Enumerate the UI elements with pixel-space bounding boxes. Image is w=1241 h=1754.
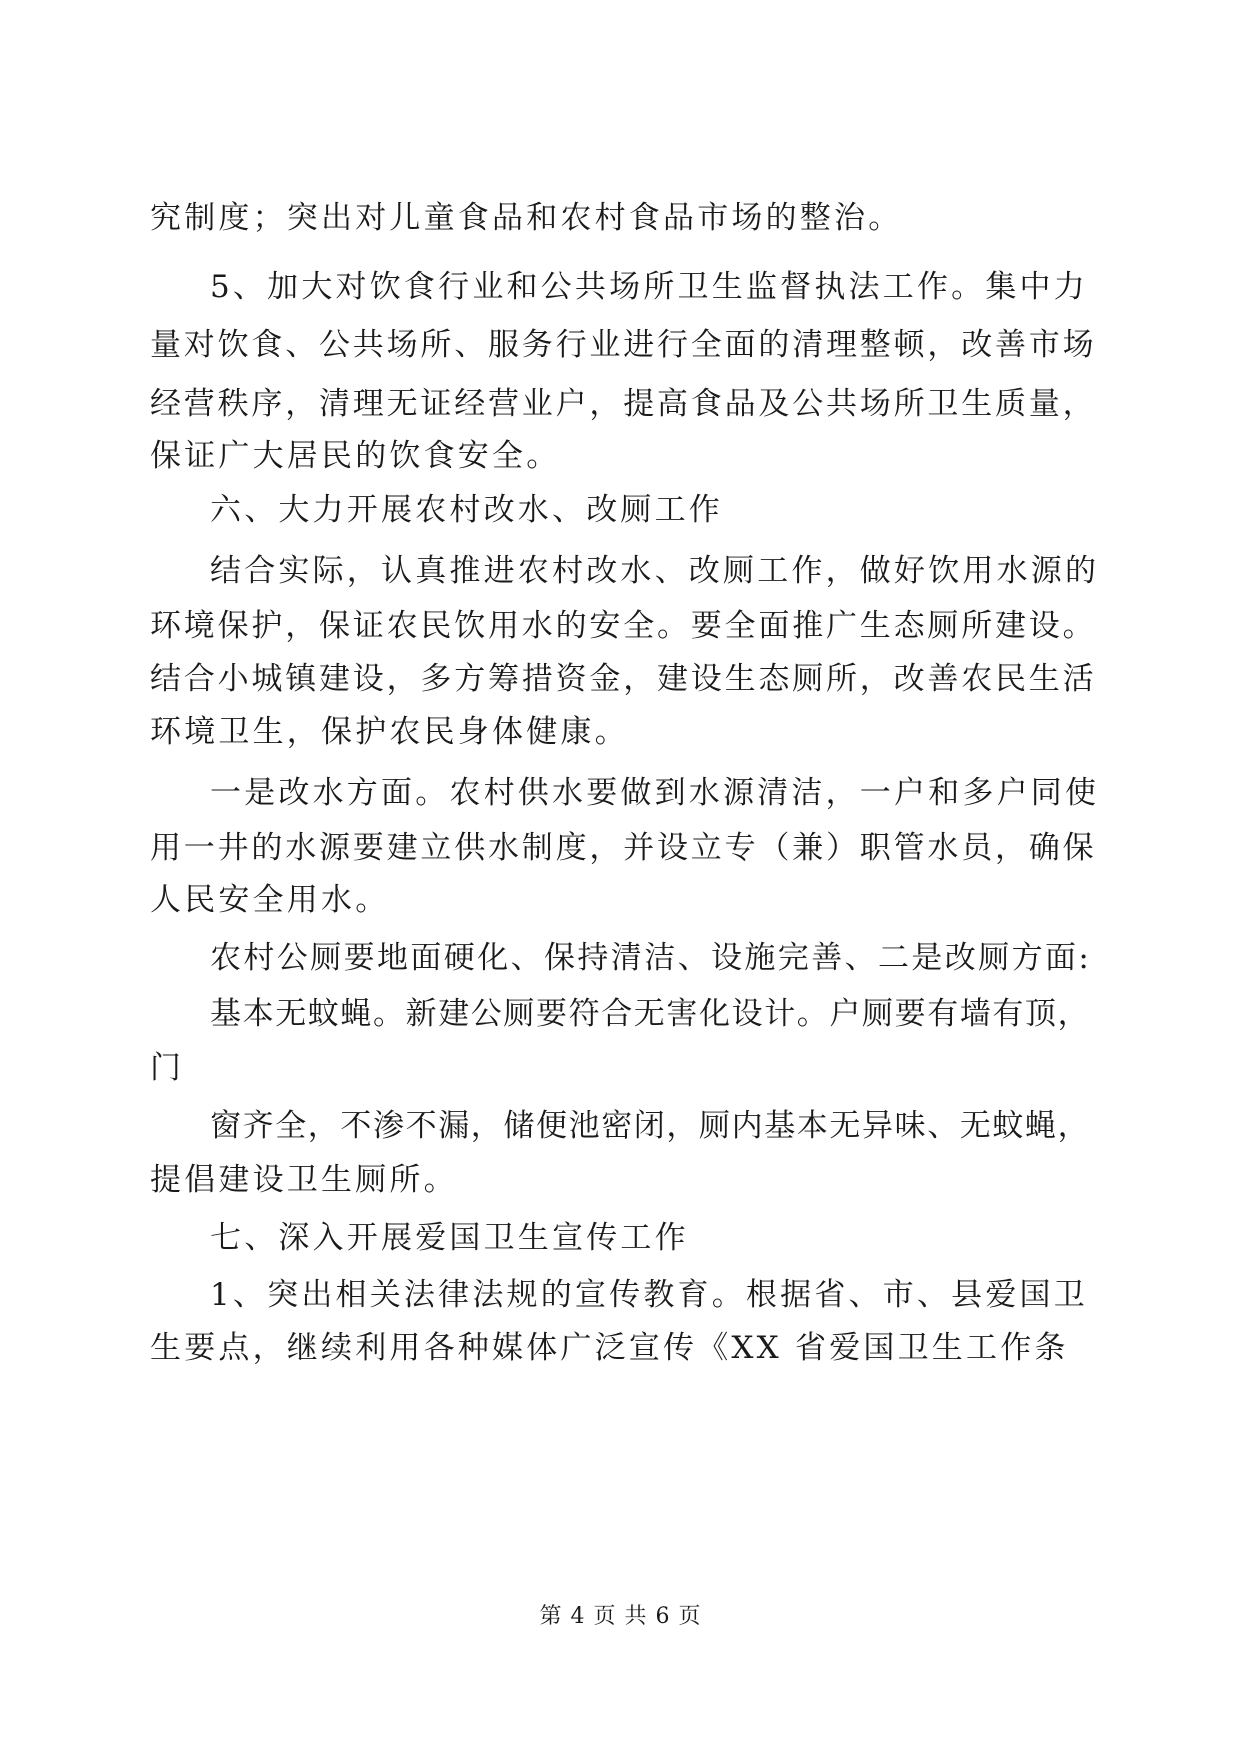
- body-line: 5、加大对饮食行业和公共场所卫生监督执法工作。集中力: [210, 269, 1088, 305]
- body-line: 窗齐全，不渗不漏，储便池密闭，厕内基本无异味、无蚊蝇，: [210, 1108, 1091, 1144]
- body-line: 农村公厕要地面硬化、保持清洁、设施完善、二是改厕方面:: [210, 940, 1092, 976]
- body-line: 提倡建设卫生厕所。: [150, 1162, 458, 1198]
- body-line: 结合小城镇建设，多方筹措资金，建设生态厕所，改善农民生活: [150, 661, 1097, 697]
- body-line: 人民安全用水。: [150, 882, 390, 918]
- body-line: 环境保护，保证农民饮用水的安全。要全面推广生态厕所建设。: [150, 608, 1097, 644]
- body-line: 门: [150, 1050, 185, 1086]
- body-line: 1、突出相关法律法规的宣传教育。根据省、市、县爱国卫: [210, 1277, 1088, 1313]
- body-line: 经营秩序，清理无证经营业户，提高食品及公共场所卫生质量，: [150, 386, 1097, 422]
- body-line: 保证广大居民的饮食安全。: [150, 438, 561, 474]
- body-line: 环境卫生，保护农民身体健康。: [150, 714, 629, 750]
- body-line: 量对饮食、公共场所、服务行业进行全面的清理整顿，改善市场: [150, 327, 1097, 363]
- body-line: 究制度；突出对儿童食品和农村食品市场的整治。: [150, 200, 903, 236]
- page-number-footer: 第 4 页 共 6 页: [539, 1604, 702, 1629]
- body-line: 生要点，继续利用各种媒体广泛宣传《XX 省爱国卫生工作条: [150, 1330, 1069, 1366]
- body-line: 结合实际，认真推进农村改水、改厕工作，做好饮用水源的: [210, 553, 1100, 589]
- body-line: 基本无蚊蝇。新建公厕要符合无害化设计。户厕要有墙有顶，: [210, 996, 1091, 1032]
- body-line: 一是改水方面。农村供水要做到水源清洁，一户和多户同使: [210, 775, 1100, 811]
- body-line: 用一井的水源要建立供水制度，并设立专（兼）职管水员，确保: [150, 830, 1097, 866]
- section-heading: 六、大力开展农村改水、改厕工作: [210, 492, 723, 528]
- section-heading: 七、深入开展爱国卫生宣传工作: [210, 1220, 689, 1256]
